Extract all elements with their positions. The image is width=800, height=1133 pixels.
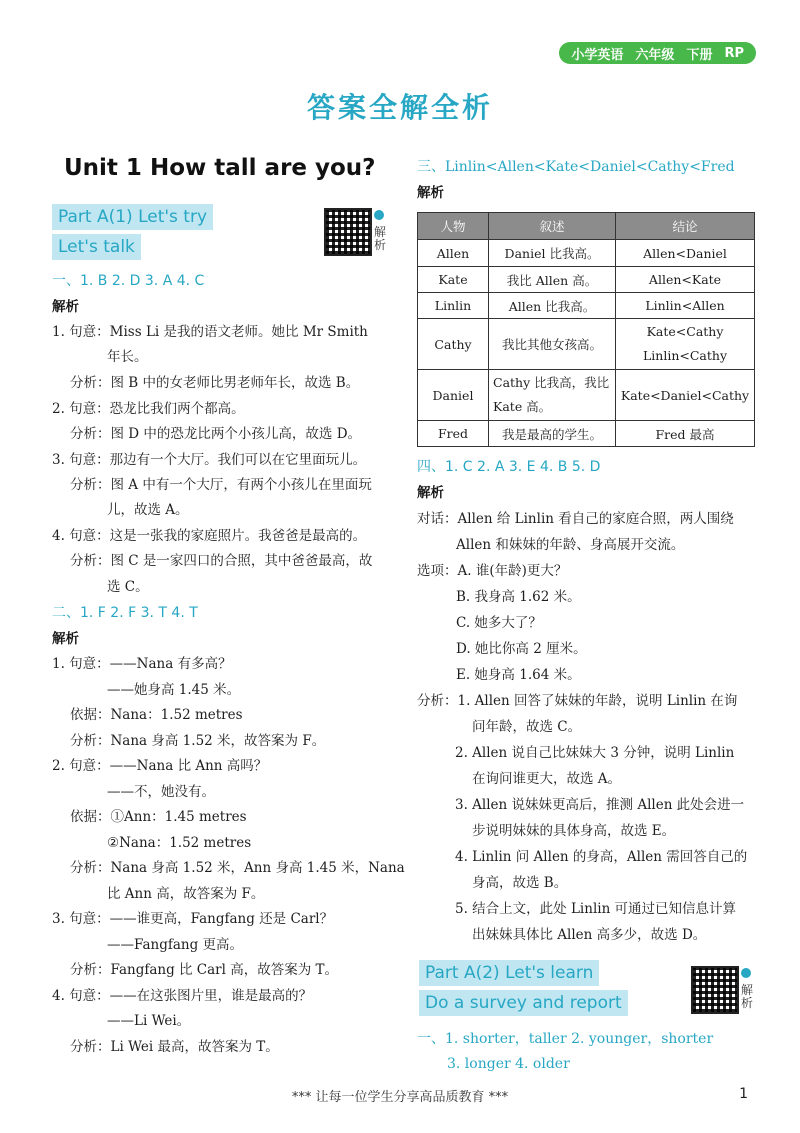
table-cell: Fred xyxy=(418,421,489,447)
s1-line: 分析：图 D 中的恐龙比两个小孩儿高，故选 D。 xyxy=(70,426,362,442)
s1-line: 年长。 xyxy=(107,349,148,365)
table-cell: 我比 Allen 高。 xyxy=(489,267,616,293)
s2-line: 依据：Nana：1.52 metres xyxy=(70,707,243,723)
s4-line: 2. Allen 说自己比妹妹大 3 分钟，说明 Linlin xyxy=(455,745,735,761)
badge-volume: 下册 xyxy=(686,47,713,63)
part-a2-tab-line1: Part A(2) Let's learn xyxy=(419,960,599,986)
table-cell: Fred 最高 xyxy=(616,421,755,447)
s2-line: ——她身高 1.45 米。 xyxy=(107,682,241,698)
s2-line: 分析：Fangfang 比 Carl 高，故答案为 T。 xyxy=(70,962,339,978)
qr-code-icon[interactable] xyxy=(324,208,372,256)
table-cell: Kate<Cathy Linlin<Cathy xyxy=(616,319,755,370)
table-row xyxy=(418,421,755,447)
s4-line: 5. 结合上文，此处 Linlin 可通过已知信息计算 xyxy=(455,901,737,917)
part-a1-tab-line1: Part A(1) Let's try xyxy=(52,204,213,230)
s4-line: 身高，故选 B。 xyxy=(472,875,568,891)
s2-line: 3. 句意：——谁更高，Fangfang 还是 Carl？ xyxy=(52,911,334,927)
table-row xyxy=(418,267,755,293)
s2-line: 4. 句意：——在这张图片里，谁是最高的？ xyxy=(52,988,313,1004)
s2-line: 2. 句意：——Nana 比 Ann 高吗？ xyxy=(52,758,268,774)
s2-line: ——Li Wei。 xyxy=(107,1013,191,1029)
play-arrow-icon xyxy=(374,210,384,220)
s2-line: ②Nana：1.52 metres xyxy=(107,835,252,851)
qr-label: 解析 xyxy=(374,225,387,252)
s4-line: 出妹妹具体比 Allen 高多少，故选 D。 xyxy=(472,927,707,943)
s1-line: 分析：图 C 是一家四口的合照，其中爸爸最高，故 xyxy=(70,553,373,569)
badge-edition: RP xyxy=(724,45,744,61)
s4-line: 分析：1. Allen 回答了妹妹的年龄，说明 Linlin 在询 xyxy=(417,693,738,709)
s2-line: ——不，她没有。 xyxy=(107,784,215,800)
table-cell: Kate<Daniel<Cathy xyxy=(616,370,755,421)
section-4-answers: 四、1. C 2. A 3. E 4. B 5. D xyxy=(417,459,601,475)
s1-line: 分析：图 A 中有一个大厅，有两个小孩儿在里面玩 xyxy=(70,477,372,493)
column-header: 人物 xyxy=(418,213,489,240)
section-5-answers-line2: 3. longer 4. older xyxy=(447,1056,570,1072)
s4-line: 4. Linlin 问 Allen 的身高，Allen 需回答自己的 xyxy=(455,849,748,865)
table-cell: Linlin xyxy=(418,293,489,319)
s4-line: C. 她多大了？ xyxy=(456,615,542,631)
s2-line: 比 Ann 高，故答案为 F。 xyxy=(107,886,265,902)
table-cell: 我是最高的学生。 xyxy=(489,421,616,447)
play-arrow-icon xyxy=(741,968,751,978)
s1-line: 3. 句意：那边有一个大厅。我们可以在它里面玩儿。 xyxy=(52,452,367,468)
s4-line: E. 她身高 1.64 米。 xyxy=(456,667,581,683)
column-header: 叙述 xyxy=(489,213,616,240)
s1-line: 4. 句意：这是一张我的家庭照片。我爸爸是最高的。 xyxy=(52,528,367,544)
part-a2-tab-line2: Do a survey and report xyxy=(419,990,628,1016)
section-3-analysis-label: 解析 xyxy=(417,185,444,201)
s1-line: 2. 句意：恐龙比我们两个都高。 xyxy=(52,401,245,417)
column-header: 结论 xyxy=(616,213,755,240)
table-cell: Linlin<Allen xyxy=(616,293,755,319)
table-cell: Daniel xyxy=(418,370,489,421)
s4-line: B. 我身高 1.62 米。 xyxy=(456,589,581,605)
table-cell: Cathy 比我高，我比 Kate 高。 xyxy=(489,370,616,421)
part-a1-tab-line2: Let's talk xyxy=(52,234,141,260)
s1-line: 分析：图 B 中的女老师比男老师年长，故选 B。 xyxy=(70,375,360,391)
page-title: 答案全解全析 xyxy=(306,91,493,124)
unit-title: Unit 1 How tall are you? xyxy=(64,155,376,181)
badge-grade: 六年级 xyxy=(635,47,675,63)
s4-line: 在询问谁更大，故选 A。 xyxy=(472,771,622,787)
footer-slogan: *** 让每一位学生分享高品质教育 *** xyxy=(291,1090,509,1105)
section-4-analysis-label: 解析 xyxy=(417,485,444,501)
comparison-table xyxy=(417,212,755,447)
s1-line: 儿，故选 A。 xyxy=(107,502,189,518)
s2-line: 1. 句意：——Nana 有多高？ xyxy=(52,656,232,672)
s4-line: Allen 和妹妹的年龄、身高展开交流。 xyxy=(456,537,685,553)
table-cell: Cathy xyxy=(418,319,489,370)
s2-line: 分析：Nana 身高 1.52 米，故答案为 F。 xyxy=(70,733,326,749)
table-cell: Allen xyxy=(418,240,489,267)
table-row xyxy=(418,293,755,319)
s2-line: 分析：Nana 身高 1.52 米，Ann 身高 1.45 米，Nana xyxy=(70,860,405,876)
s4-line: 选项：A. 谁(年龄)更大？ xyxy=(417,563,568,579)
table-cell: 我比其他女孩高。 xyxy=(489,319,616,370)
s1-line: 1. 句意：Miss Li 是我的语文老师。她比 Mr Smith xyxy=(52,324,368,340)
s4-line: 步说明妹妹的具体身高，故选 E。 xyxy=(472,823,676,839)
section-2-analysis-label: 解析 xyxy=(52,631,79,647)
s2-line: 分析：Li Wei 最高，故答案为 T。 xyxy=(70,1039,279,1055)
book-badge xyxy=(559,42,756,64)
section-1-analysis-label: 解析 xyxy=(52,299,79,315)
table-cell: Daniel 比我高。 xyxy=(489,240,616,267)
section-5-answers-line1: 一、1. shorter，taller 2. younger，shorter xyxy=(417,1031,714,1047)
section-3-answers: 三、Linlin<Allen<Kate<Daniel<Cathy<Fred xyxy=(417,159,735,175)
table-header-row xyxy=(418,213,755,240)
table-row xyxy=(418,370,755,421)
s2-line: ——Fangfang 更高。 xyxy=(107,937,244,953)
s4-line: 3. Allen 说妹妹更高后，推测 Allen 此处会进一 xyxy=(455,797,745,813)
s2-line: 依据：①Ann：1.45 metres xyxy=(70,809,247,825)
s4-line: 对话：Allen 给 Linlin 看自己的家庭合照，两人围绕 xyxy=(417,511,734,527)
table-cell: Allen<Daniel xyxy=(616,240,755,267)
table-cell: Allen<Kate xyxy=(616,267,755,293)
badge-subject: 小学英语 xyxy=(571,47,624,63)
section-1-answers: 一、1. B 2. D 3. A 4. C xyxy=(52,273,205,289)
table-row xyxy=(418,240,755,267)
table-cell: Kate xyxy=(418,267,489,293)
table-row xyxy=(418,319,755,370)
page-number: 1 xyxy=(739,1086,748,1102)
s4-line: D. 她比你高 2 厘米。 xyxy=(456,641,587,657)
qr-code-icon[interactable] xyxy=(691,966,739,1014)
qr-label: 解析 xyxy=(741,983,754,1010)
s1-line: 选 C。 xyxy=(107,579,149,595)
s4-line: 问年龄，故选 C。 xyxy=(472,719,582,735)
table-cell: Allen 比我高。 xyxy=(489,293,616,319)
section-2-answers: 二、1. F 2. F 3. T 4. T xyxy=(52,605,198,621)
